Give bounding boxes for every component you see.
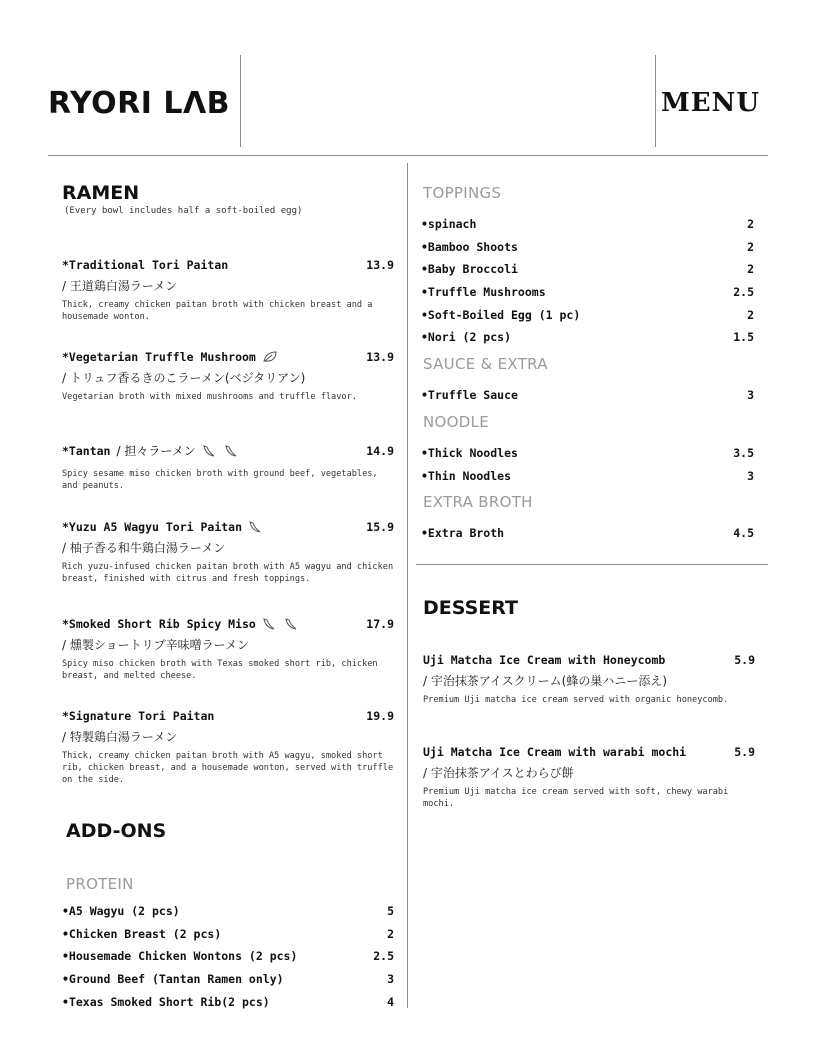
list-item-name: •Ground Beef (Tantan Ramen only) <box>62 972 284 987</box>
broth-list <box>421 522 754 545</box>
list-item-name: •Soft-Boiled Egg (1 pc) <box>421 307 581 322</box>
list-item <box>421 384 754 407</box>
ramen-item-jp: / トリュフ香るきのこラーメン(ベジタリアン) <box>62 371 306 385</box>
ramen-item <box>62 617 394 682</box>
list-item-price: 3 <box>387 972 394 987</box>
list-item <box>421 465 754 488</box>
ramen-item-price: 13.9 <box>366 258 394 272</box>
toppings-title: TOPPINGS <box>423 184 502 202</box>
list-item-name: •Truffle Mushrooms <box>421 285 546 300</box>
ramen-item-desc: Rich yuzu-infused chicken paitan broth with A5 wagyu and chicken breast, finished with citrus and fresh toppings. <box>62 562 394 584</box>
list-item-name: •Chicken Breast (2 pcs) <box>62 926 222 941</box>
list-item <box>421 522 754 545</box>
list-item-price: 2 <box>747 307 754 322</box>
sauce-title: SAUCE & EXTRA <box>423 355 548 373</box>
list-item-price: 1.5 <box>733 330 754 345</box>
list-item <box>62 990 394 1013</box>
sauce-list <box>421 384 754 407</box>
list-item-price: 3 <box>747 468 754 483</box>
list-item <box>421 213 754 236</box>
list-item <box>421 326 754 349</box>
dessert-item <box>423 745 755 810</box>
leaf-icon <box>262 351 278 363</box>
ramen-item-jp: / 特製鶏白湯ラーメン <box>62 730 178 744</box>
list-item-price: 4 <box>387 994 394 1009</box>
ramen-item-name: *Tantan <box>62 443 111 458</box>
list-item <box>421 442 754 465</box>
list-item-name: •Housemade Chicken Wontons (2 pcs) <box>62 949 298 964</box>
list-item <box>421 281 754 304</box>
dessert-item-name: Uji Matcha Ice Cream with warabi mochi <box>423 745 687 759</box>
list-item-name: •A5 Wagyu (2 pcs) <box>62 904 180 919</box>
ramen-item <box>62 520 394 585</box>
ramen-item-name: *Signature Tori Paitan <box>62 709 215 723</box>
ramen-item-desc: Spicy sesame miso chicken broth with ground beef, vegetables, and peanuts. <box>62 469 378 491</box>
list-item-name: •Truffle Sauce <box>421 388 518 403</box>
dessert-title: DESSERT <box>423 597 518 619</box>
list-item <box>421 303 754 326</box>
ramen-item-price: 17.9 <box>366 617 394 631</box>
list-item-name: •Extra Broth <box>421 526 505 541</box>
protein-title: PROTEIN <box>66 875 134 893</box>
list-item <box>421 258 754 281</box>
ramen-item <box>62 442 394 492</box>
chili-pepper-icon <box>224 445 240 457</box>
list-item <box>62 923 394 946</box>
ramen-item-price: 15.9 <box>366 520 394 534</box>
dessert-divider <box>416 564 768 565</box>
column-divider <box>407 163 408 1008</box>
header-rule <box>48 155 768 156</box>
ramen-item <box>62 258 394 323</box>
ramen-item-jp: / 柚子香る和牛鶏白湯ラーメン <box>62 541 226 555</box>
ramen-item-price: 13.9 <box>366 350 394 364</box>
dessert-item-jp: / 宇治抹茶アイスとわらび餅 <box>423 766 574 780</box>
list-item-name: •Baby Broccoli <box>421 262 518 277</box>
dessert-item-price: 5.9 <box>734 745 755 759</box>
broth-title: EXTRA BROTH <box>423 493 533 511</box>
list-item-name: •spinach <box>421 217 477 232</box>
ramen-item-jp: / 担々ラーメン <box>116 444 196 458</box>
toppings-list <box>421 213 754 349</box>
ramen-item-name: *Smoked Short Rib Spicy Miso <box>62 617 256 631</box>
list-item-price: 2 <box>387 926 394 941</box>
list-item-price: 2 <box>747 262 754 277</box>
noodle-title: NOODLE <box>423 413 490 431</box>
list-item <box>421 236 754 259</box>
ramen-item <box>62 709 394 786</box>
list-item-price: 4.5 <box>733 526 754 541</box>
ramen-item-name: *Traditional Tori Paitan <box>62 258 229 272</box>
chili-pepper-icon <box>248 521 264 533</box>
ramen-item-desc: Spicy miso chicken broth with Texas smoked short rib, chicken breast, and melted cheese. <box>62 659 378 681</box>
ramen-item-jp: / 王道鶏白湯ラーメン <box>62 279 178 293</box>
list-item <box>62 945 394 968</box>
ramen-item-name: *Vegetarian Truffle Mushroom <box>62 350 256 364</box>
dessert-item-jp: / 宇治抹茶アイスクリーム(蜂の巣ハニー添え) <box>423 674 668 688</box>
list-item-price: 2 <box>747 217 754 232</box>
list-item-name: •Bamboo Shoots <box>421 239 518 254</box>
ramen-item-desc: Thick, creamy chicken paitan broth with chicken breast and a housemade wonton. <box>62 300 373 322</box>
ramen-note: (Every bowl includes half a soft-boiled egg) <box>64 206 303 216</box>
list-item-name: •Nori (2 pcs) <box>421 330 512 345</box>
list-item-price: 5 <box>387 904 394 919</box>
dessert-item-desc: Premium Uji matcha ice cream served with organic honeycomb. <box>423 695 729 705</box>
ramen-item-desc: Vegetarian broth with mixed mushrooms and truffle flavor. <box>62 392 357 402</box>
ramen-item-price: 14.9 <box>366 443 394 458</box>
dessert-item-name: Uji Matcha Ice Cream with Honeycomb <box>423 653 666 667</box>
list-item-name: •Texas Smoked Short Rib(2 pcs) <box>62 994 270 1009</box>
chili-pepper-icon <box>284 618 300 630</box>
list-item-price: 2 <box>747 239 754 254</box>
addons-title: ADD-ONS <box>66 820 167 842</box>
ramen-item <box>62 350 394 403</box>
ramen-title: RAMEN <box>62 182 140 204</box>
list-item-price: 2.5 <box>373 949 394 964</box>
dessert-item <box>423 653 755 706</box>
protein-list <box>62 900 394 1013</box>
chili-pepper-icon <box>202 445 218 457</box>
brand-logo: RYORI LΛB <box>48 86 231 121</box>
noodle-list <box>421 442 754 487</box>
ramen-item-jp: / 燻製ショートリブ辛味噌ラーメン <box>62 638 250 652</box>
header-divider-left <box>240 55 241 147</box>
list-item <box>62 900 394 923</box>
list-item <box>62 968 394 991</box>
list-item-price: 3.5 <box>733 446 754 461</box>
dessert-item-price: 5.9 <box>734 653 755 667</box>
list-item-price: 3 <box>747 388 754 403</box>
menu-heading: MENU <box>660 88 760 118</box>
dessert-item-desc: Premium Uji matcha ice cream served with soft, chewy warabi mochi. <box>423 787 729 809</box>
header-divider-right <box>655 55 656 147</box>
list-item-name: •Thin Noodles <box>421 468 512 483</box>
ramen-item-price: 19.9 <box>366 709 394 723</box>
list-item-price: 2.5 <box>733 285 754 300</box>
chili-pepper-icon <box>262 618 278 630</box>
list-item-name: •Thick Noodles <box>421 446 518 461</box>
ramen-item-name: *Yuzu A5 Wagyu Tori Paitan <box>62 520 243 534</box>
ramen-item-desc: Thick, creamy chicken paitan broth with A5 wagyu, smoked short rib, chicken breast, and a housemade wonton, served with truffle on the side. <box>62 751 394 785</box>
